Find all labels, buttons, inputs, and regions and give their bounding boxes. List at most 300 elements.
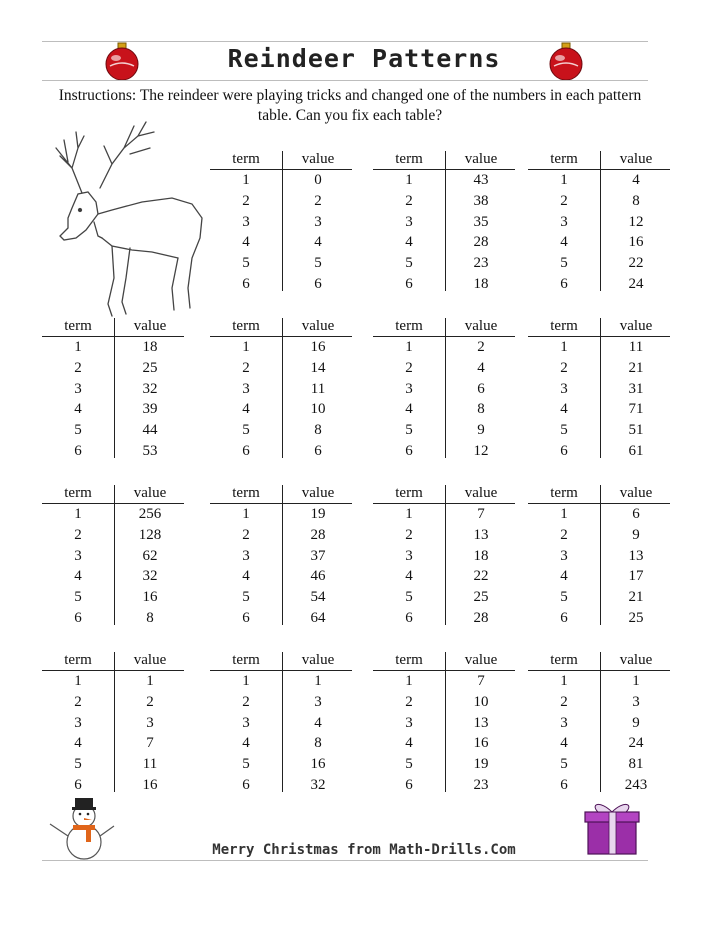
term-cell: 3 (560, 380, 568, 397)
value-cell: 7 (477, 506, 485, 522)
table-row (42, 568, 184, 589)
table-header (373, 318, 515, 337)
term-cell: 6 (242, 610, 250, 626)
table-header (42, 485, 184, 504)
value-cell: 2 (477, 339, 485, 355)
term-cell: 5 (242, 422, 250, 439)
table-row (210, 673, 352, 694)
term-cell: 6 (405, 443, 413, 459)
table-row (42, 694, 184, 715)
table-row (42, 339, 184, 360)
table-header (528, 652, 670, 671)
pattern-table (210, 485, 352, 631)
table-row (210, 548, 352, 569)
value-cell: 17 (628, 568, 644, 585)
table-row (528, 255, 670, 276)
value-cell: 5 (314, 255, 322, 272)
value-cell: 3 (314, 213, 322, 230)
term-cell: 2 (242, 192, 250, 209)
term-header: term (64, 652, 92, 668)
table-header (528, 151, 670, 170)
value-cell: 6 (314, 276, 322, 292)
term-cell: 2 (242, 359, 250, 376)
term-cell: 4 (560, 401, 568, 418)
table-row (528, 673, 670, 694)
term-cell: 4 (74, 568, 82, 585)
table-row (210, 443, 352, 464)
value-cell: 32 (142, 568, 158, 585)
value-cell: 25 (628, 610, 644, 626)
term-cell: 6 (74, 610, 82, 626)
value-cell: 3 (314, 693, 322, 710)
table-row (373, 568, 515, 589)
term-header: term (232, 318, 260, 334)
table-row (528, 777, 670, 798)
pattern-table (210, 151, 352, 297)
value-cell: 21 (628, 359, 644, 376)
value-cell: 81 (628, 756, 644, 773)
table-row (42, 360, 184, 381)
term-cell: 4 (242, 735, 250, 752)
term-cell: 6 (405, 276, 413, 292)
table-header (210, 485, 352, 504)
value-cell: 13 (628, 547, 644, 564)
value-cell: 9 (477, 422, 485, 439)
value-cell: 38 (473, 192, 489, 209)
table-row (373, 360, 515, 381)
term-header: term (232, 485, 260, 501)
table-row (210, 735, 352, 756)
term-cell: 2 (405, 359, 413, 376)
table-row (210, 527, 352, 548)
term-cell: 6 (242, 777, 250, 793)
term-cell: 5 (560, 422, 568, 439)
pattern-table (373, 318, 515, 464)
value-header: value (301, 318, 335, 334)
table-row (42, 715, 184, 736)
value-cell: 4 (314, 234, 322, 251)
table-row (42, 401, 184, 422)
value-cell: 18 (473, 547, 489, 564)
term-cell: 2 (74, 359, 82, 376)
term-header: term (550, 151, 578, 167)
value-header: value (301, 485, 335, 501)
table-row (210, 172, 352, 193)
term-cell: 2 (74, 526, 82, 543)
value-cell: 22 (628, 255, 644, 272)
term-cell: 5 (74, 422, 82, 439)
table-row (528, 381, 670, 402)
value-cell: 28 (473, 234, 489, 251)
term-header: term (550, 652, 578, 668)
term-cell: 4 (560, 234, 568, 251)
term-cell: 4 (74, 735, 82, 752)
value-header: value (619, 151, 653, 167)
table-row (373, 715, 515, 736)
table-row (210, 339, 352, 360)
term-header: term (395, 652, 423, 668)
table-row (42, 610, 184, 631)
value-cell: 6 (314, 443, 322, 459)
term-cell: 5 (405, 589, 413, 606)
table-row (210, 422, 352, 443)
term-header: term (550, 485, 578, 501)
value-cell: 35 (473, 213, 489, 230)
table-row (373, 443, 515, 464)
term-cell: 4 (242, 401, 250, 418)
table-row (528, 610, 670, 631)
value-cell: 53 (142, 443, 158, 459)
value-cell: 8 (314, 735, 322, 752)
value-cell: 4 (314, 714, 322, 731)
term-cell: 1 (560, 673, 568, 689)
instructions: Instructions: The reindeer were playing tricks and changed one of the numbers in each pattern table. Can you fix each table? (58, 87, 642, 124)
pattern-table (42, 485, 184, 631)
table-row (42, 673, 184, 694)
term-cell: 2 (74, 693, 82, 710)
term-cell: 1 (560, 172, 568, 188)
value-cell: 37 (310, 547, 326, 564)
term-cell: 1 (242, 506, 250, 522)
value-header: value (301, 652, 335, 668)
value-cell: 13 (473, 526, 489, 543)
table-row (42, 735, 184, 756)
term-cell: 4 (560, 735, 568, 752)
table-row (42, 548, 184, 569)
term-cell: 5 (405, 756, 413, 773)
term-cell: 3 (405, 547, 413, 564)
table-row (528, 756, 670, 777)
value-header: value (133, 318, 167, 334)
term-cell: 5 (242, 255, 250, 272)
term-cell: 2 (405, 693, 413, 710)
pattern-table (528, 151, 670, 297)
table-row (210, 401, 352, 422)
table-row (210, 610, 352, 631)
table-row (528, 506, 670, 527)
term-cell: 1 (405, 339, 413, 355)
term-header: term (550, 318, 578, 334)
value-cell: 21 (628, 589, 644, 606)
table-row (528, 735, 670, 756)
term-cell: 2 (560, 693, 568, 710)
term-cell: 2 (405, 192, 413, 209)
table-header (210, 318, 352, 337)
term-cell: 2 (560, 359, 568, 376)
value-cell: 43 (473, 172, 489, 188)
table-row (528, 172, 670, 193)
value-cell: 8 (477, 401, 485, 418)
term-header: term (395, 485, 423, 501)
term-cell: 6 (242, 443, 250, 459)
term-cell: 5 (560, 255, 568, 272)
term-cell: 3 (405, 213, 413, 230)
value-cell: 3 (146, 714, 154, 731)
table-row (210, 568, 352, 589)
term-cell: 1 (74, 673, 82, 689)
value-cell: 256 (138, 506, 162, 522)
table-row (373, 172, 515, 193)
table-row (42, 381, 184, 402)
table-row (373, 401, 515, 422)
term-cell: 3 (74, 380, 82, 397)
term-cell: 3 (74, 714, 82, 731)
table-row (373, 777, 515, 798)
term-cell: 1 (405, 506, 413, 522)
table-row (42, 506, 184, 527)
pattern-table (528, 652, 670, 798)
value-cell: 8 (632, 192, 640, 209)
table-header (210, 652, 352, 671)
term-cell: 4 (405, 401, 413, 418)
term-header: term (232, 652, 260, 668)
value-cell: 61 (628, 443, 644, 459)
table-row (373, 276, 515, 297)
value-cell: 23 (473, 255, 489, 272)
table-row (210, 255, 352, 276)
table-row (528, 339, 670, 360)
term-cell: 1 (405, 673, 413, 689)
value-cell: 6 (632, 506, 640, 522)
pattern-table (528, 485, 670, 631)
term-cell: 4 (405, 234, 413, 251)
value-cell: 10 (473, 693, 489, 710)
value-cell: 14 (310, 359, 326, 376)
value-cell: 19 (473, 756, 489, 773)
pattern-table (42, 318, 184, 464)
term-header: term (395, 318, 423, 334)
table-row (210, 234, 352, 255)
term-cell: 1 (560, 339, 568, 355)
value-header: value (133, 485, 167, 501)
term-cell: 2 (242, 693, 250, 710)
term-cell: 3 (242, 714, 250, 731)
table-row (373, 589, 515, 610)
table-header (528, 485, 670, 504)
term-cell: 1 (405, 172, 413, 188)
value-cell: 44 (142, 422, 158, 439)
value-cell: 71 (628, 401, 644, 418)
pattern-table (528, 318, 670, 464)
table-row (210, 589, 352, 610)
table-row (373, 422, 515, 443)
value-header: value (464, 485, 498, 501)
value-cell: 2 (146, 693, 154, 710)
table-row (373, 527, 515, 548)
value-cell: 32 (310, 777, 326, 793)
value-cell: 25 (473, 589, 489, 606)
table-row (210, 214, 352, 235)
term-cell: 6 (560, 276, 568, 292)
table-header (373, 652, 515, 671)
value-header: value (464, 652, 498, 668)
value-header: value (464, 318, 498, 334)
term-cell: 6 (560, 443, 568, 459)
value-cell: 4 (632, 172, 640, 188)
value-cell: 13 (473, 714, 489, 731)
value-cell: 16 (142, 777, 158, 793)
table-row (373, 694, 515, 715)
value-cell: 46 (310, 568, 326, 585)
term-cell: 1 (74, 506, 82, 522)
term-cell: 4 (405, 568, 413, 585)
term-header: term (64, 485, 92, 501)
table-row (373, 610, 515, 631)
term-header: term (64, 318, 92, 334)
footer-text: Merry Christmas from Math-Drills.Com (212, 842, 516, 858)
term-cell: 5 (242, 756, 250, 773)
table-header (42, 318, 184, 337)
table-row (528, 568, 670, 589)
value-cell: 12 (628, 213, 644, 230)
value-cell: 6 (477, 380, 485, 397)
term-cell: 1 (560, 506, 568, 522)
value-cell: 28 (310, 526, 326, 543)
term-cell: 2 (560, 192, 568, 209)
title-rule (42, 80, 648, 81)
table-row (528, 401, 670, 422)
table-row (373, 234, 515, 255)
value-cell: 18 (142, 339, 158, 355)
table-row (373, 339, 515, 360)
value-cell: 7 (146, 735, 154, 752)
term-cell: 4 (74, 401, 82, 418)
term-cell: 1 (74, 339, 82, 355)
pattern-table (373, 485, 515, 631)
value-cell: 11 (310, 380, 326, 397)
term-cell: 4 (242, 568, 250, 585)
table-row (42, 589, 184, 610)
bottom-rule (42, 860, 648, 861)
value-cell: 1 (632, 673, 640, 689)
value-cell: 23 (473, 777, 489, 793)
table-row (210, 777, 352, 798)
term-cell: 5 (560, 589, 568, 606)
pattern-table (373, 151, 515, 297)
term-cell: 5 (405, 255, 413, 272)
term-cell: 5 (74, 589, 82, 606)
value-cell: 243 (624, 777, 648, 793)
table-row (42, 422, 184, 443)
term-cell: 5 (242, 589, 250, 606)
value-cell: 24 (628, 735, 644, 752)
term-cell: 6 (560, 610, 568, 626)
table-row (528, 527, 670, 548)
term-cell: 3 (242, 380, 250, 397)
pattern-table (210, 652, 352, 798)
value-cell: 11 (628, 339, 644, 355)
gift-icon (582, 798, 642, 856)
value-cell: 16 (628, 234, 644, 251)
table-row (210, 694, 352, 715)
table-row (373, 193, 515, 214)
table-row (210, 381, 352, 402)
table-row (42, 527, 184, 548)
value-cell: 16 (142, 589, 158, 606)
table-row (373, 735, 515, 756)
table-row (528, 589, 670, 610)
table-row (210, 193, 352, 214)
term-cell: 3 (405, 380, 413, 397)
table-row (42, 443, 184, 464)
value-header: value (464, 151, 498, 167)
table-row (373, 756, 515, 777)
table-row (210, 276, 352, 297)
value-cell: 31 (628, 380, 644, 397)
term-cell: 4 (242, 234, 250, 251)
value-cell: 16 (473, 735, 489, 752)
term-cell: 4 (560, 568, 568, 585)
term-cell: 3 (242, 213, 250, 230)
term-cell: 5 (405, 422, 413, 439)
term-cell: 3 (74, 547, 82, 564)
value-header: value (301, 151, 335, 167)
term-cell: 3 (405, 714, 413, 731)
table-row (373, 214, 515, 235)
term-cell: 3 (560, 547, 568, 564)
table-row (528, 234, 670, 255)
table-row (528, 193, 670, 214)
term-cell: 6 (405, 777, 413, 793)
value-cell: 10 (310, 401, 326, 418)
value-cell: 11 (142, 756, 158, 773)
value-cell: 9 (632, 526, 640, 543)
table-row (528, 360, 670, 381)
value-cell: 51 (628, 422, 644, 439)
value-cell: 39 (142, 401, 158, 418)
table-row (373, 381, 515, 402)
table-header (528, 318, 670, 337)
value-cell: 32 (142, 380, 158, 397)
term-cell: 6 (242, 276, 250, 292)
table-header (373, 485, 515, 504)
table-row (528, 694, 670, 715)
table-row (210, 360, 352, 381)
term-cell: 2 (405, 526, 413, 543)
table-header (373, 151, 515, 170)
value-cell: 9 (632, 714, 640, 731)
value-cell: 1 (146, 673, 154, 689)
value-cell: 16 (310, 756, 326, 773)
pattern-table (373, 652, 515, 798)
term-cell: 2 (560, 526, 568, 543)
term-cell: 1 (242, 339, 250, 355)
value-header: value (133, 652, 167, 668)
term-cell: 3 (560, 714, 568, 731)
value-cell: 54 (310, 589, 326, 606)
table-header (42, 652, 184, 671)
value-cell: 62 (142, 547, 158, 564)
table-row (42, 756, 184, 777)
table-row (528, 715, 670, 736)
table-header (210, 151, 352, 170)
value-cell: 64 (310, 610, 326, 626)
term-cell: 4 (405, 735, 413, 752)
table-row (373, 548, 515, 569)
value-header: value (619, 485, 653, 501)
value-cell: 4 (477, 359, 485, 376)
table-row (210, 756, 352, 777)
table-row (373, 255, 515, 276)
value-cell: 24 (628, 276, 644, 292)
table-row (528, 443, 670, 464)
term-cell: 5 (74, 756, 82, 773)
pattern-table (210, 318, 352, 464)
value-cell: 8 (314, 422, 322, 439)
table-row (210, 506, 352, 527)
table-row (528, 276, 670, 297)
table-row (528, 214, 670, 235)
